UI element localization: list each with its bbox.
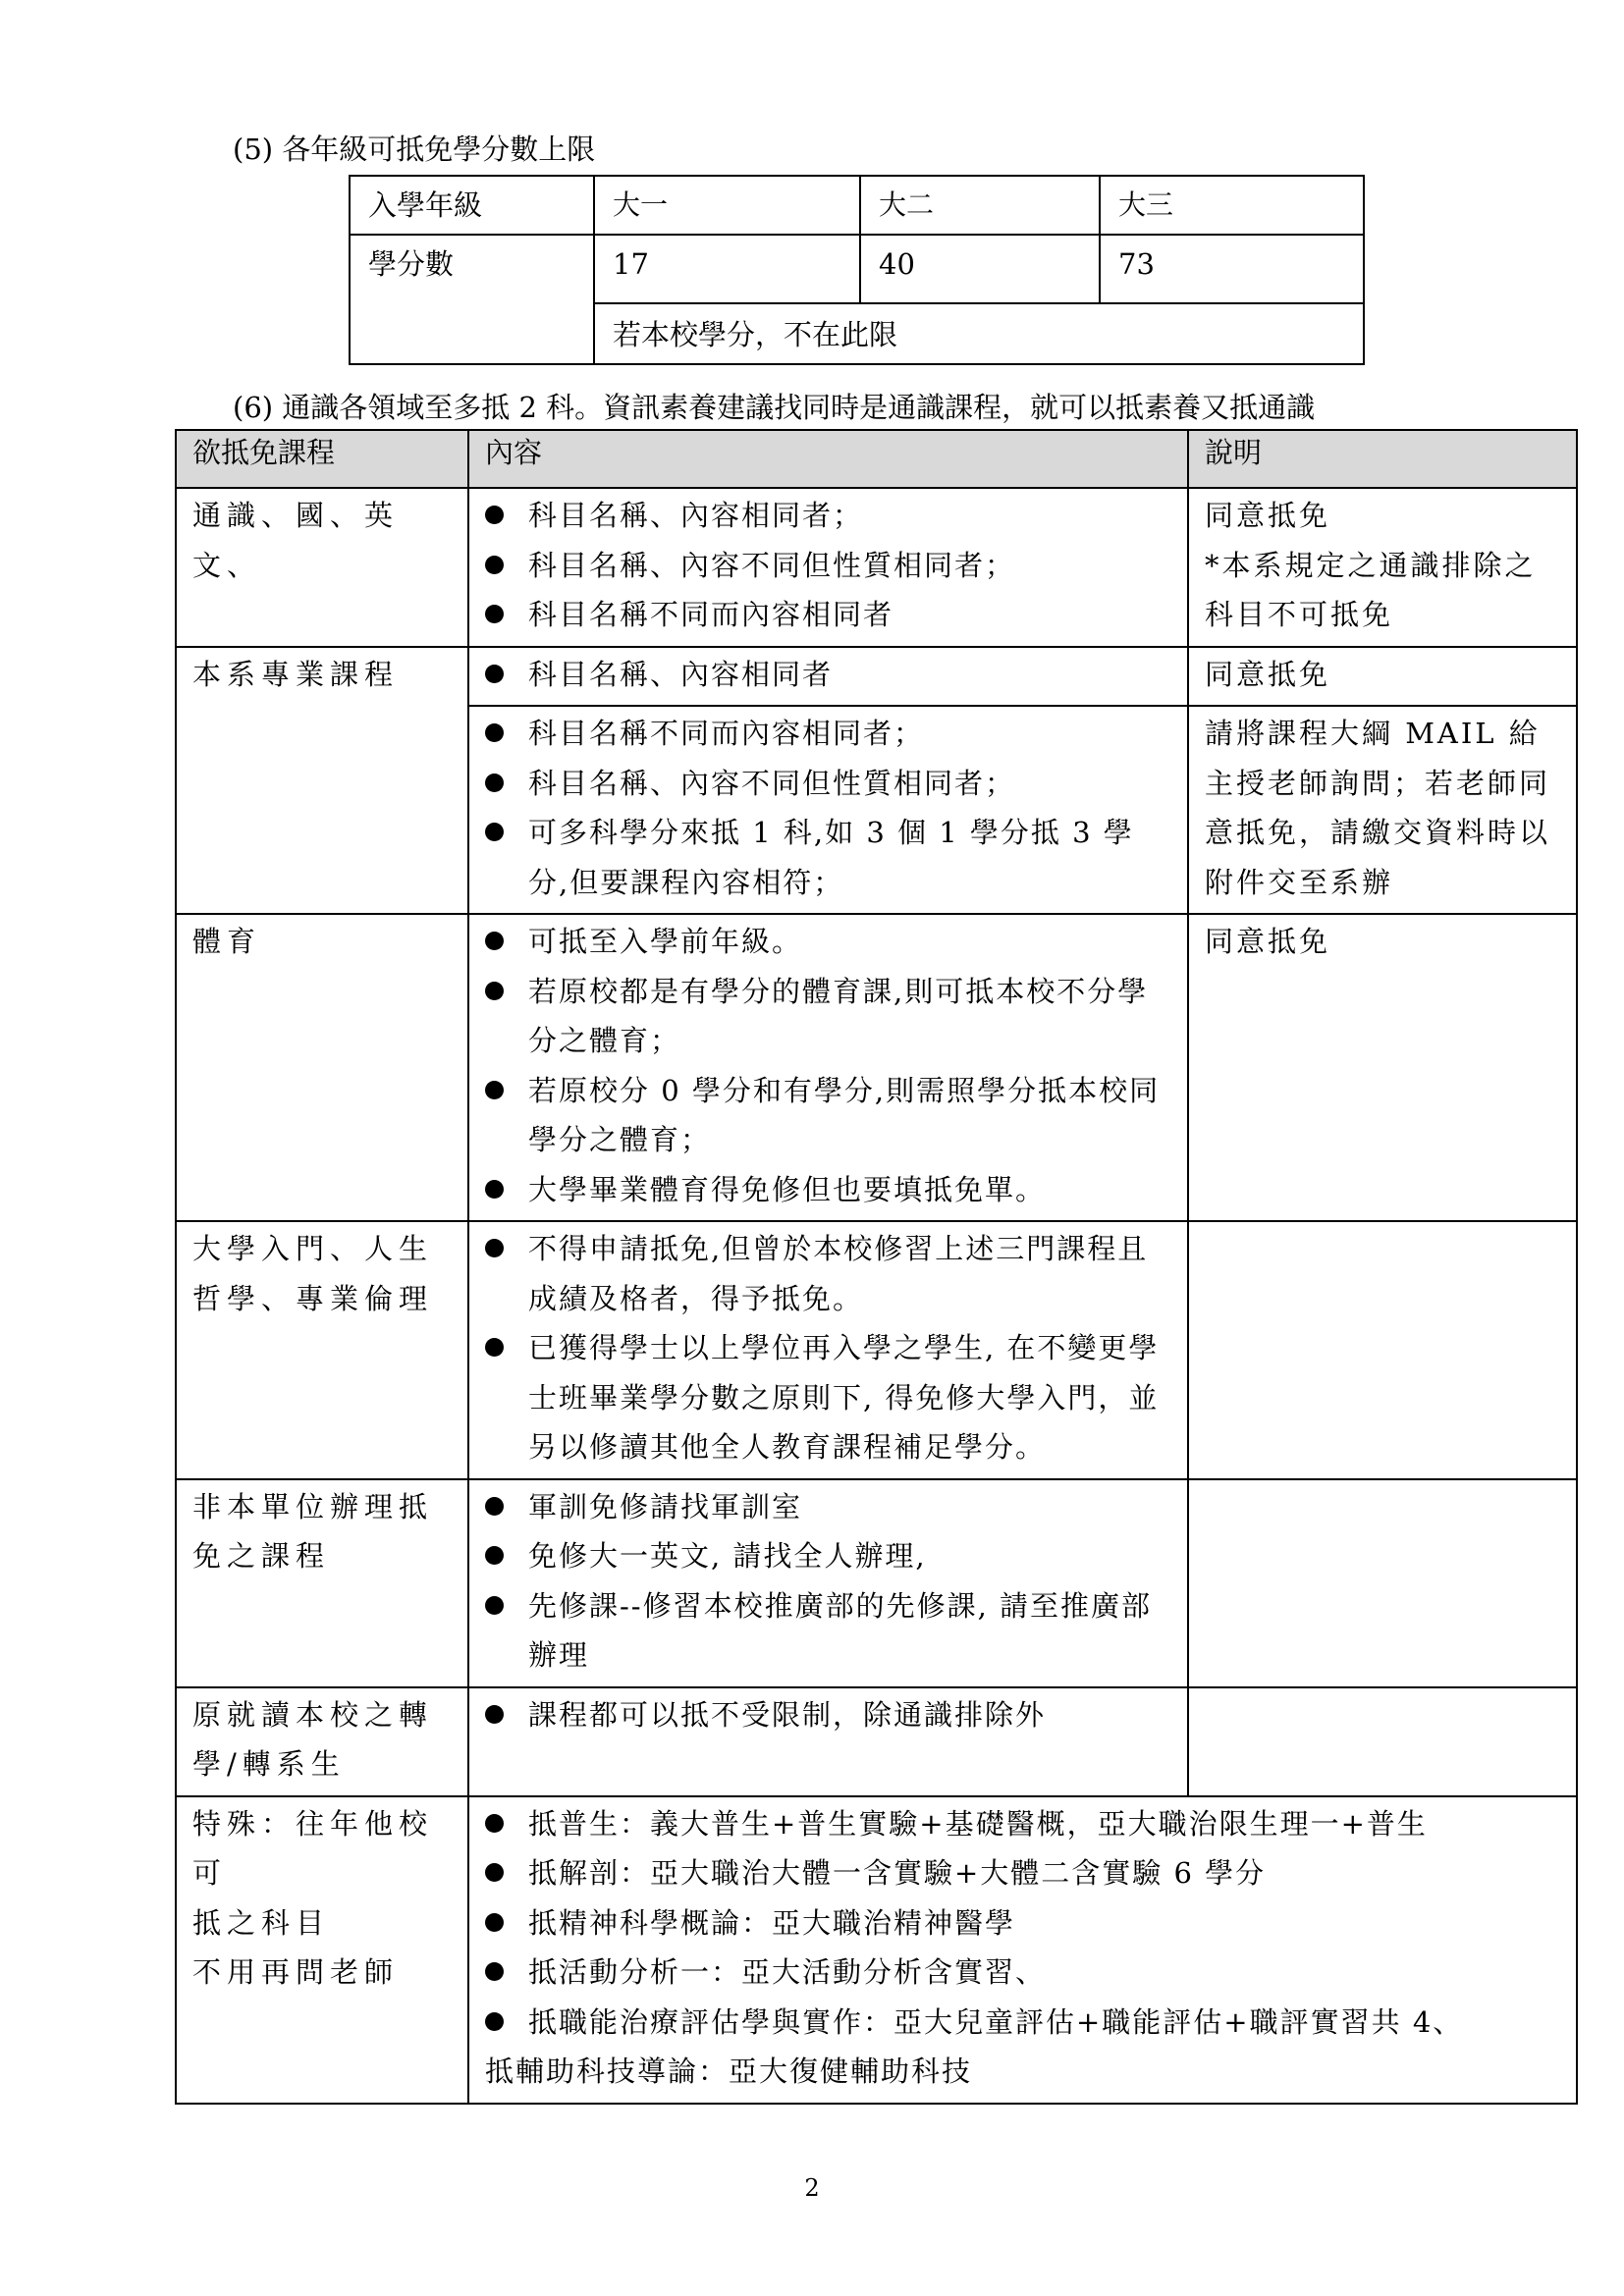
header-cell: 大三 <box>1100 176 1364 235</box>
note-cell <box>1188 488 1577 647</box>
value-cell: 40 <box>860 235 1100 303</box>
list-item: 科目名稱、內容不同但性質相同者； <box>485 759 1171 809</box>
header-cell: 入學年級 <box>350 176 594 235</box>
list-item: 課程都可以抵不受限制，除通識排除外 <box>485 1690 1171 1740</box>
header-cell: 內容 <box>468 430 1188 488</box>
content-cell <box>468 706 1188 914</box>
course-cell: 大學入門、人生哲學、專業倫理 <box>176 1221 468 1479</box>
table-row <box>176 1687 1577 1796</box>
list-item: 科目名稱、內容不同但性質相同者； <box>485 541 1171 591</box>
note-cell <box>1188 1221 1577 1479</box>
list-item: 軍訓免修請找軍訓室 <box>485 1482 1171 1532</box>
list-item: 科目名稱不同而內容相同者； <box>485 709 1171 759</box>
list-item: 先修課--修習本校推廣部的先修課, 請至推廣部辦理 <box>485 1581 1171 1681</box>
exemption-table <box>175 429 1578 2105</box>
list-item: 抵職能治療評估學與實作：亞大兒童評估+職能評估+職評實習共 4、 <box>485 1998 1560 2048</box>
content-cell <box>468 488 1188 647</box>
header-cell: 大二 <box>860 176 1100 235</box>
credit-limit-table <box>349 175 1365 365</box>
table-row <box>350 176 1364 235</box>
course-cell: 本系專業課程 <box>176 647 468 915</box>
list-item: 抵普生：義大普生+普生實驗+基礎醫概，亞大職治限生理一+普生 <box>485 1799 1560 1849</box>
table-row <box>176 1479 1577 1687</box>
header-cell: 說明 <box>1188 430 1577 488</box>
row-label-cell: 學分數 <box>350 235 594 364</box>
content-cell <box>468 1479 1188 1687</box>
content-cell <box>468 1796 1577 2104</box>
content-cell <box>468 914 1188 1221</box>
table-header-row <box>176 430 1577 488</box>
content-cell <box>468 1221 1188 1479</box>
note-cell: 同意抵免 <box>1188 914 1577 1221</box>
note-cell: 同意抵免 <box>1188 647 1577 707</box>
course-cell <box>176 1796 468 2104</box>
list-item: 可多科學分來抵 1 科,如 3 個 1 學分抵 3 學分,但要課程內容相符； <box>485 808 1171 907</box>
list-item: 已獲得學士以上學位再入學之學生, 在不變更學士班畢業學分數之原則下, 得免修大學入門，並另以修讀其他全人教育課程補足學分。 <box>485 1323 1171 1472</box>
list-item: 抵精神科學概論：亞大職治精神醫學 <box>485 1898 1560 1949</box>
value-cell: 17 <box>594 235 860 303</box>
note-cell: 請將課程大綱 MAIL 給主授老師詢問；若老師同意抵免，請繳交資料時以附件交至系辦 <box>1188 706 1577 914</box>
course-line: 不用再問老師 <box>192 1955 400 1989</box>
course-cell: 原就讀本校之轉學/轉系生 <box>176 1687 468 1796</box>
list-item: 大學畢業體育得免修但也要填抵免單。 <box>485 1165 1171 1215</box>
table-row <box>350 235 1364 303</box>
course-line: 特殊：往年他校可 <box>192 1806 434 1890</box>
list-item: 抵活動分析一：亞大活動分析含實習、 <box>485 1948 1560 1998</box>
value-cell: 73 <box>1100 235 1364 303</box>
list-item: 抵解剖：亞大職治大體一含實驗+大體二含實驗 6 學分 <box>485 1848 1560 1898</box>
list-item: 不得申請抵免,但曾於本校修習上述三門課程且成績及格者，得予抵免。 <box>485 1224 1171 1323</box>
note-text: *本系規定之通識排除之科目不可抵免 <box>1205 548 1537 631</box>
table-row <box>176 647 1577 707</box>
content-cell <box>468 647 1188 707</box>
table-row <box>176 488 1577 647</box>
list-item: 若原校都是有學分的體育課,則可抵本校不分學分之體育； <box>485 967 1171 1066</box>
list-item: 科目名稱不同而內容相同者 <box>485 590 1171 640</box>
table-row <box>176 914 1577 1221</box>
note-text: 同意抵免 <box>1205 499 1331 532</box>
course-cell: 體育 <box>176 914 468 1221</box>
section-6-heading: (6) 通識各領域至多抵 2 科。資訊素養建議找同時是通識課程，就可以抵素養又抵通識 <box>233 391 1316 424</box>
course-line: 抵之科目 <box>192 1905 331 1940</box>
list-item: 若原校分 0 學分和有學分,則需照學分抵本校同學分之體育； <box>485 1066 1171 1165</box>
list-item: 科目名稱、內容相同者 <box>485 650 1171 700</box>
content-cell <box>468 1687 1188 1796</box>
list-item: 可抵至入學前年級。 <box>485 917 1171 967</box>
table-row <box>176 1796 1577 2104</box>
list-item: 免修大一英文, 請找全人辦理, <box>485 1531 1171 1581</box>
section-5-heading: (5) 各年級可抵免學分數上限 <box>233 133 596 166</box>
header-cell: 欲抵免課程 <box>176 430 468 488</box>
note-cell <box>1188 1687 1577 1796</box>
course-cell: 非本單位辦理抵免之課程 <box>176 1479 468 1687</box>
table-row <box>176 1221 1577 1479</box>
page-number: 2 <box>804 2174 820 2202</box>
header-cell: 大一 <box>594 176 860 235</box>
course-cell: 通識、國、英文、 <box>176 488 468 647</box>
continuation-line: 抵輔助科技導論：亞大復健輔助科技 <box>485 2055 973 2088</box>
list-item: 科目名稱、內容相同者； <box>485 491 1171 541</box>
note-cell: 若本校學分，不在此限 <box>594 303 1364 364</box>
note-cell <box>1188 1479 1577 1687</box>
